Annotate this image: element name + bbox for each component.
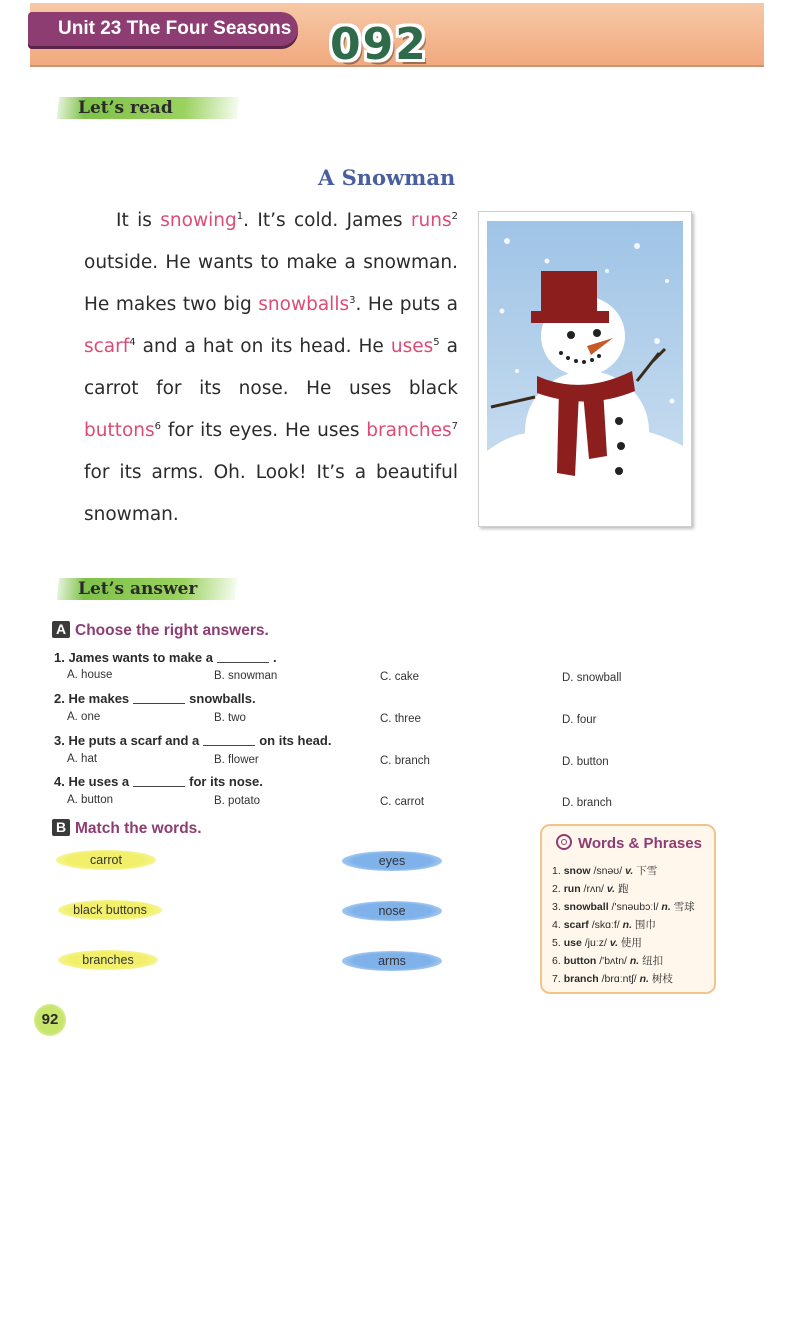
question-4 — [54, 774, 263, 789]
page-code: 092 — [330, 19, 428, 70]
match-right-item[interactable]: arms — [342, 951, 442, 971]
word-phonetic: /juːz/ — [584, 937, 607, 949]
word-term: branch — [563, 973, 599, 985]
vocab-word: branches — [366, 420, 452, 441]
part-a-heading-text: Choose the right answers. — [75, 622, 269, 639]
word-phonetic: /snəʊ/ — [593, 865, 623, 877]
vocab-word: snowballs — [258, 294, 350, 315]
word-part-of-speech: n. — [629, 955, 640, 967]
words-and-phrases-box — [540, 824, 716, 994]
word-number: 3. — [552, 901, 561, 913]
option-a[interactable]: A. one — [67, 711, 101, 723]
question-text: 2. He makes — [54, 691, 130, 706]
option-a[interactable]: A. house — [67, 669, 113, 681]
story-title: A Snowman — [318, 165, 456, 190]
vocab-word: snowing — [160, 210, 237, 231]
word-number: 4. — [552, 919, 561, 931]
story-text-segment: a carrot for its nose. He uses black — [84, 336, 458, 399]
option-d[interactable]: D. button — [562, 756, 609, 768]
option-d[interactable]: D. branch — [562, 797, 612, 809]
words-box-title — [556, 834, 702, 852]
option-b[interactable]: B. two — [214, 712, 246, 724]
part-b-heading-text: Match the words. — [75, 820, 202, 837]
word-number: 7. — [552, 973, 561, 985]
story-text-segment: . It’s cold. James — [243, 210, 411, 231]
snowman-illustration — [487, 221, 683, 517]
words-box-title-text: Words & Phrases — [578, 835, 702, 852]
vocab-word: runs — [410, 210, 452, 231]
vocab-word: buttons — [84, 420, 155, 441]
word-meaning: 下雪 — [636, 865, 658, 877]
story-text-segment: for its arms. Oh. Look! It’s a beautiful snowman. — [84, 462, 458, 525]
match-left-item[interactable]: branches — [58, 950, 158, 970]
option-c[interactable]: C. branch — [380, 755, 430, 767]
option-b[interactable]: B. snowman — [214, 670, 278, 682]
option-c[interactable]: C. carrot — [380, 796, 425, 808]
match-right-item[interactable]: eyes — [342, 851, 442, 871]
word-phonetic: /rʌn/ — [583, 883, 604, 895]
word-entry — [552, 899, 695, 914]
option-b[interactable]: B. flower — [214, 754, 259, 766]
vocab-number: 1 — [236, 210, 244, 222]
word-part-of-speech: v. — [609, 937, 618, 949]
part-b-letter: B — [52, 819, 70, 836]
word-term: run — [563, 883, 581, 895]
word-term: button — [563, 955, 597, 967]
question-text: . — [272, 650, 277, 665]
vocab-number: 7 — [451, 420, 458, 432]
option-d[interactable]: D. snowball — [562, 672, 622, 684]
question-3 — [54, 733, 331, 748]
question-2 — [54, 691, 256, 706]
vocab-number: 4 — [129, 336, 136, 348]
word-meaning: 围巾 — [634, 919, 656, 931]
word-entry — [552, 971, 673, 986]
match-left-item[interactable]: black buttons — [58, 900, 162, 920]
question-text: snowballs. — [189, 691, 256, 706]
story-text — [84, 200, 458, 536]
answer-blank[interactable] — [203, 734, 255, 746]
unit-title: Unit 23 The Four Seasons — [28, 12, 298, 46]
lets-answer-label: Let’s answer — [78, 579, 198, 599]
question-text: for its nose. — [189, 774, 263, 789]
word-part-of-speech: n. — [639, 973, 649, 985]
question-text: 3. He puts a scarf and a — [54, 733, 200, 748]
word-meaning: 纽扣 — [642, 955, 664, 967]
option-b[interactable]: B. potato — [214, 795, 261, 807]
option-c[interactable]: C. three — [380, 713, 421, 725]
snowman-picture — [478, 211, 692, 527]
word-meaning: 跑 — [617, 883, 629, 895]
option-a[interactable]: A. button — [67, 794, 114, 806]
word-term: use — [563, 937, 582, 949]
word-meaning: 使用 — [620, 937, 642, 949]
vocab-number: 6 — [154, 420, 162, 432]
word-term: snow — [563, 865, 591, 877]
answer-blank[interactable] — [133, 775, 185, 787]
answer-blank[interactable] — [217, 651, 269, 663]
word-number: 6. — [552, 955, 561, 967]
word-entry — [552, 863, 657, 878]
word-entry — [552, 881, 628, 896]
word-entry — [552, 935, 642, 950]
word-part-of-speech: v. — [606, 883, 616, 895]
option-c[interactable]: C. cake — [380, 671, 419, 683]
vocab-word: uses — [390, 336, 434, 357]
story-text-segment: for its eyes. He uses — [161, 420, 367, 441]
word-number: 2. — [552, 883, 561, 895]
circle-icon — [556, 834, 572, 850]
match-right-item[interactable]: nose — [342, 901, 442, 921]
word-meaning: 树枝 — [651, 973, 673, 985]
match-left-item[interactable]: carrot — [56, 850, 156, 870]
word-part-of-speech: n. — [661, 901, 671, 913]
story-text-segment: and a hat on its head. He — [135, 336, 391, 357]
word-meaning: 雪球 — [673, 901, 695, 913]
question-text: 1. James wants to make a — [54, 650, 213, 665]
word-entry — [552, 917, 656, 932]
lets-read-banner — [57, 97, 239, 119]
vocab-number: 5 — [433, 336, 440, 348]
option-a[interactable]: A. hat — [67, 753, 98, 765]
story-text-segment: . He puts a — [355, 294, 459, 315]
option-d[interactable]: D. four — [562, 714, 597, 726]
word-phonetic: /brɑːntʃ/ — [601, 973, 637, 985]
word-term: snowball — [563, 901, 609, 913]
word-phonetic: /skɑːf/ — [591, 919, 620, 931]
word-part-of-speech: n. — [622, 919, 632, 931]
story-text-segment: It is — [116, 210, 161, 231]
word-number: 1. — [552, 865, 561, 877]
vocab-number: 3 — [349, 294, 356, 306]
lets-answer-banner — [57, 578, 237, 600]
question-text: on its head. — [259, 733, 332, 748]
lets-read-label: Let’s read — [78, 98, 173, 118]
word-phonetic: /'snəubɔːl/ — [611, 901, 659, 913]
part-a-heading — [52, 621, 269, 640]
answer-blank[interactable] — [133, 692, 185, 704]
vocab-word: scarf — [84, 336, 130, 357]
part-b-heading — [52, 819, 202, 838]
word-phonetic: /'bʌtn/ — [599, 955, 627, 967]
word-part-of-speech: v. — [625, 865, 634, 877]
question-text: 4. He uses a — [54, 774, 130, 789]
word-term: scarf — [563, 919, 589, 931]
word-number: 5. — [552, 937, 561, 949]
page-number: 92 — [34, 1004, 66, 1036]
word-entry — [552, 953, 663, 968]
vocab-number: 2 — [451, 210, 458, 222]
story-text-segment: outside. He wants to make a snowman. He makes two big — [84, 252, 458, 315]
question-1 — [54, 650, 277, 665]
part-a-letter: A — [52, 621, 70, 638]
